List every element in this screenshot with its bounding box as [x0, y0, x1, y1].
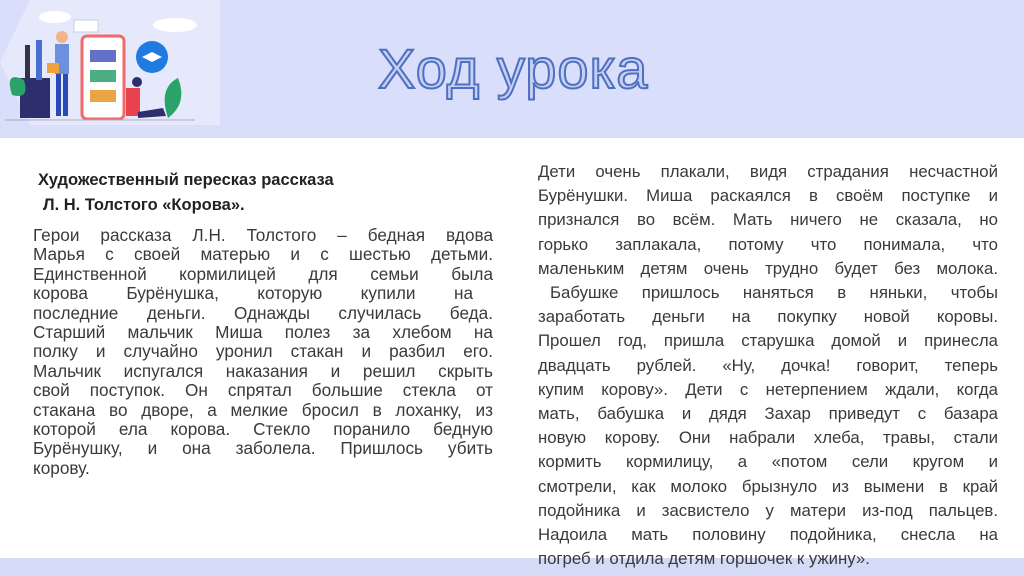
text-line: маленьким детям очень трудно будет без молока.	[538, 258, 998, 278]
story-text-right	[538, 160, 998, 571]
text-line: полку и случайно уронил стакан и разбил его.	[33, 341, 493, 362]
text-line: кормить кормилицу, а «потом сели кругом и	[538, 452, 998, 472]
text-line: подойника и засвистело у матери из-под пальцев.	[538, 500, 998, 520]
text-line: Бурёнушки. Миша раскаялся в своём поступке и	[538, 186, 998, 206]
text-line: купим корову». Дети с нетерпением ждали, когда	[538, 379, 998, 399]
education-illustration	[0, 0, 220, 138]
text-line: двадцать рублей. «Ну, дочка! говорит, теперь	[538, 355, 998, 375]
text-line: Единственной кормилицей для семьи была	[33, 263, 493, 284]
text-line: горько заплакала, потому что понимала, что	[538, 234, 998, 254]
text-line: последние деньги. Однажды случилась беда.	[33, 302, 493, 323]
text-line: Прошел год, пришла старушка домой и принесла	[538, 331, 998, 351]
text-line: свой поступок. Он спрятал большие стекла от	[33, 380, 493, 401]
text-line: Бурёнушку, и она заболела. Пришлось убить	[33, 438, 493, 459]
text-line: корова Бурёнушка, которую купили на	[33, 283, 473, 304]
text-line: стакана во дворе, а мелкие бросил в лоханку, из	[33, 399, 493, 420]
slide-title: Ход урока	[378, 37, 649, 100]
text-line: Марья с своей матерью и с шестью детьми.	[33, 244, 493, 265]
text-line: Старший мальчик Миша полез за хлебом на	[33, 322, 493, 343]
text-line: Дети очень плакали, видя страдания несчастной	[538, 162, 998, 181]
text-line: корову.	[33, 457, 90, 478]
story-text-left	[33, 226, 493, 478]
heading-line: Л. Н. Толстого «Корова».	[43, 196, 245, 214]
text-line: смотрели, как молоко брызнуло из вымени в край	[538, 476, 998, 496]
text-line: которой ела корова. Стекло поранило бедную	[33, 419, 493, 440]
text-line: Бабушке пришлось наняться в няньки, чтобы	[550, 283, 998, 303]
text-line: признался во всём. Мать ничего не сказала, но	[538, 210, 998, 230]
text-line: Надоила мать половину подойника, снесла на	[538, 525, 998, 545]
text-line: Мальчик испугался наказания и решил скрыть	[33, 360, 493, 381]
text-line: погреб и отдила детям горшочек к ужину».	[538, 549, 870, 569]
text-line: Герои рассказа Л.Н. Толстого – бедная вдова	[33, 225, 493, 245]
section-heading	[38, 168, 334, 218]
text-line: заработать деньги на покупку новой коровы.	[538, 307, 998, 327]
heading-line: Художественный пересказ рассказа	[38, 171, 334, 189]
text-line: мать, бабушка и дядя Захар приведут с базара	[538, 404, 998, 424]
text-line: новую корову. Они набрали хлеба, травы, стали	[538, 428, 998, 448]
